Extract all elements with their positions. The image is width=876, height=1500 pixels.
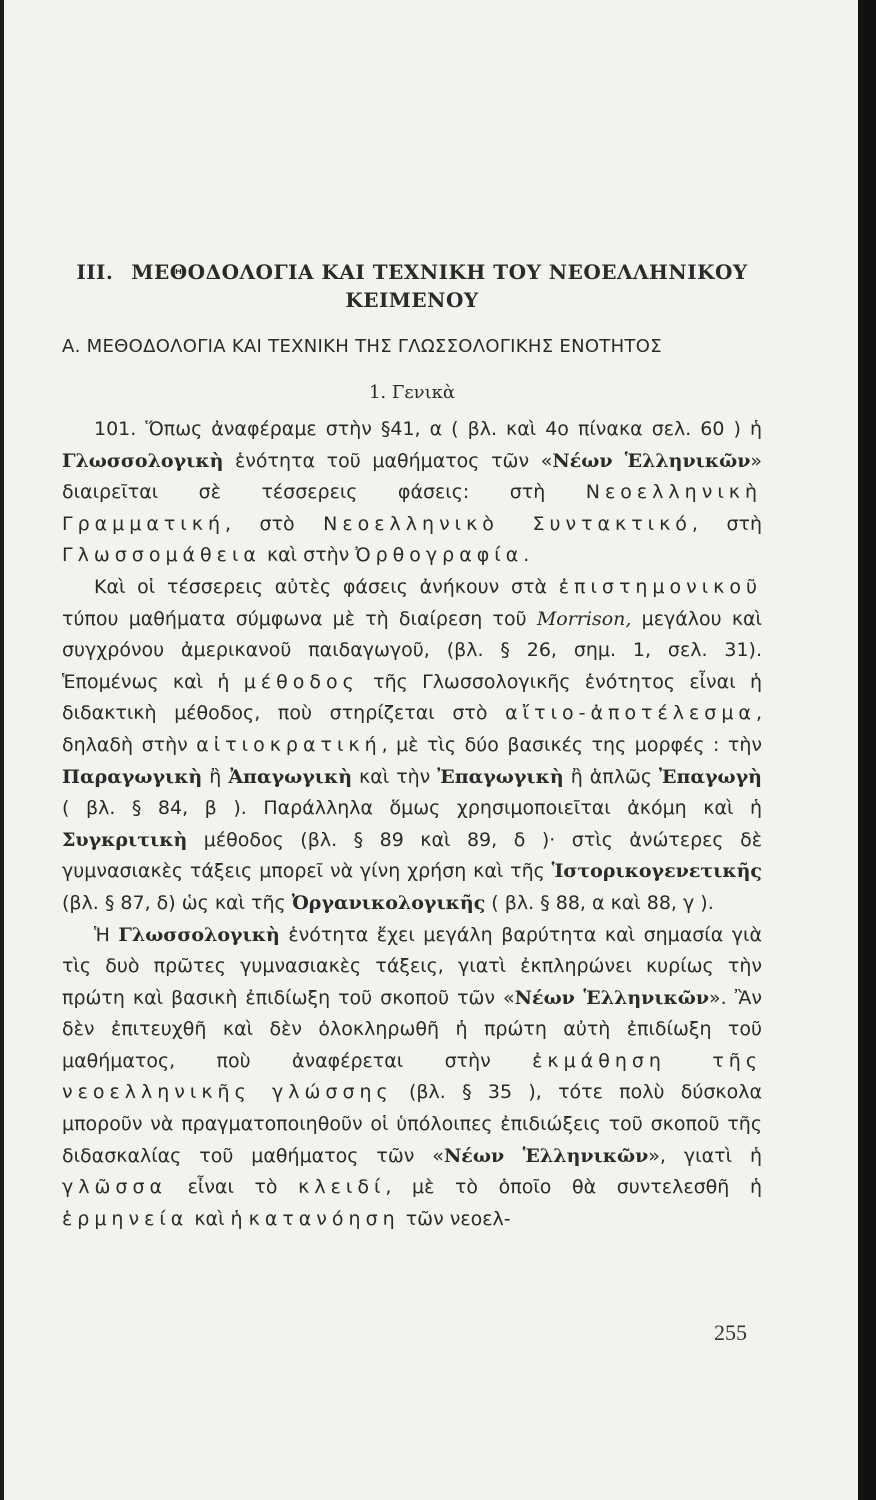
p2-text: τύπου μαθήματα σύμφωνα μὲ τὴ διαίρεση τοῦ: [62, 607, 537, 630]
section-heading: Α. ΜΕΘΟΔΟΛΟΓΙΑ ΚΑΙ ΤΕΧΝΙΚΗ ΤΗΣ ΓΛΩΣΣΟΛΟΓΙΚΗΣ ΕΝΟΤΗΤΟΣ: [62, 336, 662, 357]
p2-spaced: αἴτιο-ἀποτέλεσμα: [505, 702, 756, 725]
p3-bold: Γλωσσολογικὴ: [118, 923, 280, 946]
book-edge: [858, 0, 876, 1500]
p2-bold: Συγκριτικὴ: [62, 828, 188, 851]
p3-text: ἑνότητα ἔχει μεγάλη βαρύτητα καὶ σημασία γιὰ τὶς δυὸ πρῶτες γυμνασιακὲς τάξεις, γιατὶ ἐκπληρώνει κυρίως τὴν πρώτη καὶ βασικὴ ἐπιδίωξη τοῦ σκοποῦ τῶν «: [62, 923, 762, 1009]
p3-spaced: ἑρμηνεία: [62, 1207, 189, 1230]
p2-text: ( βλ. § 84, β ). Παράλληλα ὅμως χρησιμοποιεῖται ἀκόμη καὶ ἡ: [62, 797, 762, 820]
p2-italic: Morrison,: [536, 607, 632, 630]
book-page: [4, 0, 862, 1500]
p3-text: ». Ἂν δὲν ἐπιτευχθῆ καὶ δὲν ὁλοκληρωθῆ ἡ πρώτη αὐτὴ ἐπιδίωξη τοῦ μαθήματος, ποὺ ἀναφέρεται στὴν: [62, 986, 762, 1072]
p1-spaced: Γλωσσομάθεια: [62, 544, 261, 567]
paragraph-1: [62, 414, 762, 572]
p2-text: μέθοδος (βλ. § 89 καὶ 89, δ )· στὶς ἀνώτερες δὲ γυμνασιακὲς τάξεις μπορεῖ νὰ γίνη χρήση καὶ τῆς: [62, 828, 762, 883]
p2-text: καὶ τὴν: [352, 765, 438, 788]
p2-bold: Ὀργανικολογικῆς: [291, 891, 486, 914]
p2-bold: Ἱστορικογενετικῆς: [551, 860, 762, 883]
p1-text: , στὴ: [691, 512, 762, 535]
p2-spaced: μέθοδος: [243, 670, 359, 693]
p3-text: Ἡ: [94, 923, 119, 946]
p3-spaced: γλῶσσα: [62, 1176, 168, 1199]
p3-spaced: κλειδί: [298, 1176, 386, 1199]
p1-bold: Γλωσσολογικὴ: [62, 449, 224, 472]
p1-spaced: Ὀρθογραφία: [355, 544, 524, 567]
p2-text: (βλ. § 87, δ) ὡς καὶ τῆς: [62, 891, 292, 914]
p3-text: , μὲ τὸ ὁποῖο θὰ συντελεσθῆ ἡ: [385, 1176, 762, 1199]
p2-text: τῆς Γλωσσολογικῆς ἑνότητος εἶναι ἡ διδακτικὴ μέθοδος, ποὺ στηρίζεται στὸ: [62, 670, 762, 725]
p3-text: », γιατὶ ἡ: [648, 1144, 763, 1167]
p3-text: καὶ ἡ: [188, 1207, 249, 1230]
p3-text: τῶν νεοελ-: [399, 1207, 511, 1230]
p1-text: καὶ στὴν: [260, 544, 356, 567]
paragraph-3: [62, 920, 762, 1236]
p1-text: , στὸ: [224, 512, 324, 535]
chapter-title-line1: ΜΕΘΟΔΟΛΟΓΙΑ ΚΑΙ ΤΕΧΝΙΚΗ ΤΟΥ ΝΕΟΕΛΛΗΝΙΚΟΥ: [131, 260, 748, 284]
p2-text: , μὲ τὶς δύο βασικές της μορφές : τὴν: [381, 733, 762, 756]
p1-text: 101. Ὅπως ἀναφέραμε στὴν §41, α ( βλ. καὶ 4ο πίνακα σελ. 60 ) ἡ: [94, 418, 762, 440]
chapter-title-line2: ΚΕΙΜΕΝΟΥ: [345, 288, 479, 312]
p1-text: ἑνότητα τοῦ μαθήματος τῶν «: [223, 449, 553, 472]
p1-bold: Νέων Ἑλληνικῶν: [552, 449, 751, 472]
p1-text: .: [523, 544, 530, 567]
page-text: [62, 258, 762, 1235]
p2-bold: Παραγωγικὴ: [62, 765, 203, 788]
subsection-heading: 1. Γενικὰ: [368, 382, 456, 403]
page-number: 255: [714, 1320, 747, 1345]
p3-text: (βλ. § 35 ), τότε πολὺ δύσκολα μποροῦν νὰ πραγματοποιηθοῦν οἱ ὑπόλοιπες ἐπιδιώξεις τοῦ σκοποῦ τῆς διδασκαλίας τοῦ μαθήματος τῶν «: [62, 1081, 762, 1167]
p2-text: , δηλαδὴ στὴν: [62, 702, 762, 756]
p3-text: εἶναι τὸ: [167, 1176, 299, 1199]
p2-text: μεγάλου καὶ συγχρόνου ἀμερικανοῦ παιδαγωγοῦ, (βλ. § 26, σημ. 1, σελ. 31). Ἑπομένως καὶ ἡ: [62, 607, 762, 693]
p2-spaced: αἰτιοκρατική: [196, 733, 382, 756]
p2-text: ( βλ. § 88, α καὶ 88, γ ).: [485, 891, 714, 914]
p2-text: ἢ ἁπλῶς: [563, 765, 660, 788]
p3-spaced: κατανόηση: [248, 1207, 400, 1230]
p2-bold: Ἀπαγωγικὴ: [228, 765, 353, 788]
p1-spaced: Νεοελληνικὴ Γραμματική: [62, 481, 762, 535]
chapter-number: III.: [76, 260, 114, 284]
p3-spaced: ἐκμάθηση τῆς νεοελληνικῆς γλώσσης: [62, 1049, 762, 1104]
p3-bold: Νέων Ἑλληνικῶν: [443, 1144, 649, 1167]
p2-bold: Ἐπαγωγικὴ: [437, 765, 564, 788]
p1-spaced: Νεοελληνικὸ Συντακτικό: [323, 512, 692, 535]
p2-spaced: ἐπιστημονικοῦ: [558, 575, 762, 598]
paragraph-2: [62, 572, 762, 920]
p2-text: ἢ: [202, 765, 229, 788]
p2-bold: Ἐπαγωγὴ: [659, 765, 762, 788]
p3-bold: Νέων Ἑλληνικῶν: [514, 986, 710, 1009]
p1-text: » διαιρεῖται σὲ τέσσερεις φάσεις: στὴ: [62, 449, 762, 504]
p2-text: Καὶ οἱ τέσσερεις αὐτὲς φάσεις ἀνήκουν στὰ: [94, 575, 559, 598]
chapter-heading: [62, 258, 762, 314]
